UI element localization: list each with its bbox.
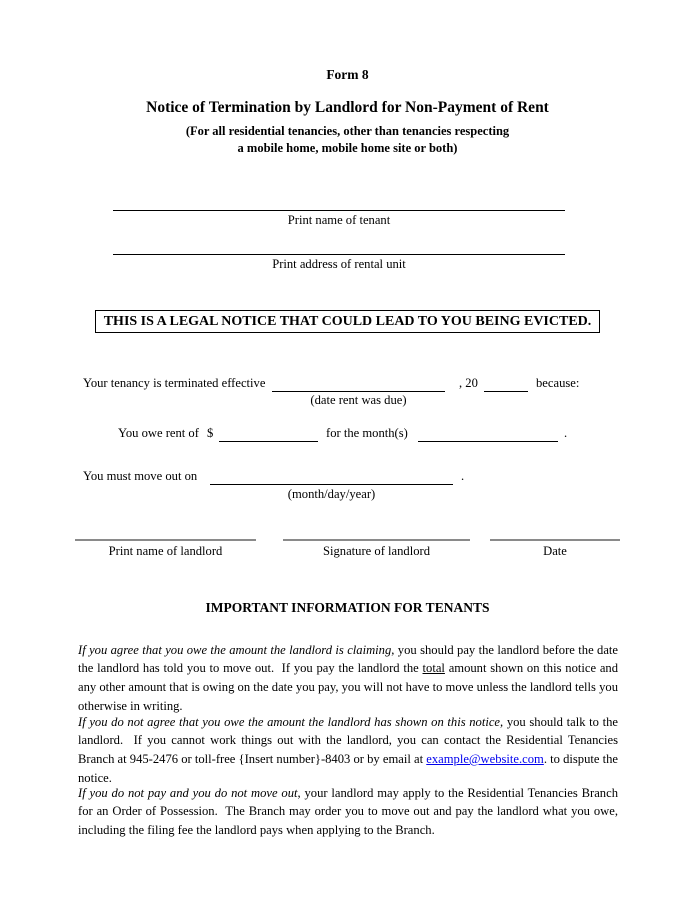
p2-text-2: . to dispute the notice. xyxy=(78,752,622,785)
signature-date-caption: Date xyxy=(543,544,567,558)
landlord-signature-field xyxy=(283,539,470,559)
termination-year-prefix: , 20 xyxy=(459,376,478,390)
email-link[interactable]: example@website.com xyxy=(426,752,544,766)
dollar-sign: $ xyxy=(207,426,214,440)
tenant-name-caption: Print name of tenant xyxy=(287,213,391,227)
landlord-name-signature-field xyxy=(75,539,256,559)
legal-notice-box xyxy=(95,310,600,333)
p1-text-1: , you should pay the landlord before the date the landlord has told you to move out. If you pay the landlord the xyxy=(78,642,622,676)
p2-text-1: you should talk to the landlord. If you cannot work things out with the landlord, you can contact the Residential Tenancies Branch at 945-2476 or toll-free {Insert number}-8403 or by email at xyxy=(78,714,622,766)
p3-text: , your landlord may apply to the Residential Tenancies Branch for an Order of Possession. The Branch may order you to move out and pay the landlord what you owe, including the filing fee the landlord pays when applying to the Branch. xyxy=(78,785,622,837)
legal-notice-text: THIS IS A LEGAL NOTICE THAT COULD LEAD TO YOU BEING EVICTED. xyxy=(103,314,592,329)
rent-months-label: for the month(s) xyxy=(326,426,408,440)
rent-amount-blank xyxy=(219,428,318,442)
rent-owed-row xyxy=(0,426,695,446)
landlord-name-caption: Print name of landlord xyxy=(108,544,223,558)
form-subtitle xyxy=(0,123,695,157)
paragraph-if-you-disagree xyxy=(78,713,622,788)
form-title: Notice of Termination by Landlord for Non-Payment of Rent xyxy=(146,99,549,116)
tenant-name-field xyxy=(113,210,565,228)
moveout-row xyxy=(0,469,695,505)
moveout-date-caption: (month/day/year) xyxy=(287,487,376,501)
termination-row xyxy=(0,376,695,410)
rent-row-period: . xyxy=(564,426,568,440)
termination-date-caption: (date rent was due) xyxy=(310,393,407,407)
moveout-lead-text: You must move out on xyxy=(83,469,198,483)
signature-row xyxy=(0,539,695,569)
termination-year-blank xyxy=(484,378,528,392)
landlord-signature-caption: Signature of landlord xyxy=(322,544,431,558)
paragraph-if-you-agree xyxy=(78,641,622,716)
paragraph-if-you-do-not-pay xyxy=(78,784,622,840)
moveout-row-period: . xyxy=(461,469,465,483)
form-subtitle-line-1: (For all residential tenancies, other than tenancies respecting xyxy=(185,124,510,138)
p1-underlined-word: total xyxy=(422,661,445,676)
info-section-heading: IMPORTANT INFORMATION FOR TENANTS xyxy=(205,600,490,615)
termination-because-label: because: xyxy=(536,376,580,390)
rental-address-caption: Print address of rental unit xyxy=(272,257,406,271)
p1-italic-lead: If you agree that you owe the amount the landlord is claiming xyxy=(78,642,392,657)
termination-date-blank xyxy=(272,378,445,392)
signature-date-field xyxy=(490,539,620,559)
p1-text-2: amount shown on this notice and any other amount that is owing on the date you pay, you will not have to move unless the landlord tells you otherwise in writing. xyxy=(78,661,622,713)
rent-months-blank xyxy=(418,428,558,442)
p2-italic-lead: If you do not agree that you owe the amount the landlord has shown on this notice, xyxy=(78,714,504,729)
form-subtitle-line-2: a mobile home, mobile home site or both) xyxy=(237,141,458,155)
termination-lead-text: Your tenancy is terminated effective xyxy=(83,376,266,390)
rental-address-field xyxy=(113,254,565,272)
p3-italic-lead: If you do not pay and you do not move out xyxy=(78,785,298,800)
moveout-date-blank xyxy=(210,471,453,485)
rent-lead-text: You owe rent of xyxy=(118,426,199,440)
form-number: Form 8 xyxy=(326,67,369,82)
